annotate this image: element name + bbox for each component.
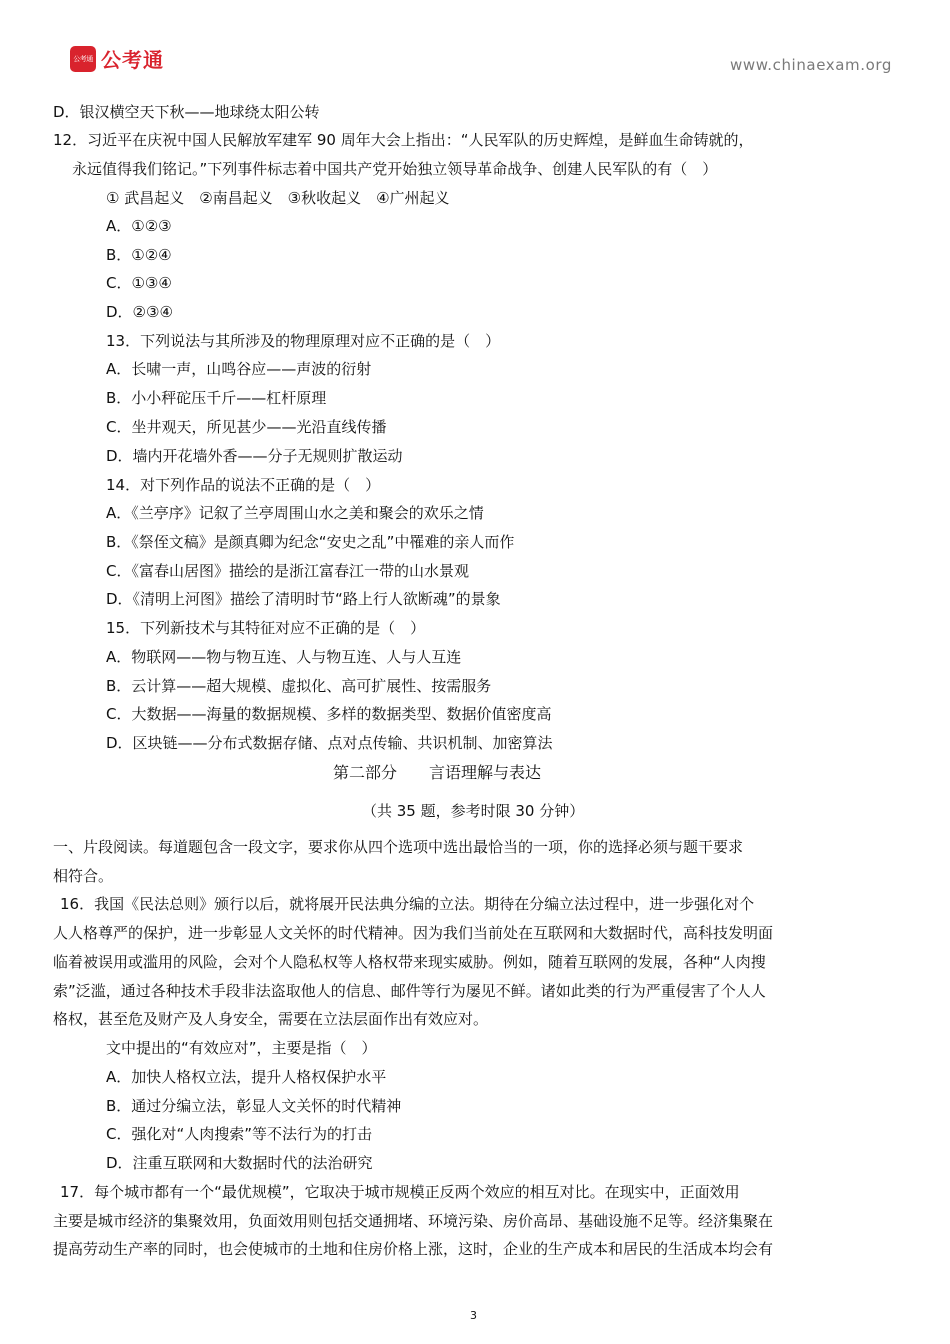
q12-option-b: B．①②④ [106,246,172,264]
q12-option-d: D．②③④ [106,303,173,321]
page-header [0,0,950,100]
q14-option-a: A．《兰亭序》记叙了兰亭周围山水之美和聚会的欢乐之情 [106,504,484,522]
q16-option-a: A．加快人格权立法，提升人格权保护水平 [106,1068,387,1086]
q17-passage-line-3: 提高劳动生产率的同时，也会使城市的土地和住房价格上涨，这时，企业的生产成本和居民的生活成本均会有 [53,1240,774,1258]
logo [70,44,164,73]
q13-stem: 13．下列说法与其所涉及的物理原理对应不正确的是（ ） [106,332,501,350]
q14-option-c: C．《富春山居图》描绘的是浙江富春江一带的山水景观 [106,562,469,580]
q16-passage-line-2: 人人格尊严的保护，进一步彰显人文关怀的时代精神。因为我们当前处在互联网和大数据时代，高科技发明面 [53,924,774,942]
q12-items: ① 武昌起义 ②南昌起义 ③秋收起义 ④广州起义 [106,189,450,207]
q15-stem: 15．下列新技术与其特征对应不正确的是（ ） [106,619,426,637]
section-subtitle: （共 35 题，参考时限 30 分钟） [362,802,585,820]
q12-stem-line-1: 12．习近平在庆祝中国人民解放军建军 90 周年大会上指出：“人民军队的历史辉煌，是鲜血生命铸就的， [53,131,754,149]
q12-option-c: C．①③④ [106,274,172,292]
q15-option-b: B．云计算——超大规模、虚拟化、高可扩展性、按需服务 [106,677,492,695]
logo-text: 公考通 [101,48,164,72]
q14-option-d: D．《清明上河图》描绘了清明时节“路上行人欲断魂”的景象 [106,590,501,608]
q14-stem: 14．对下列作品的说法不正确的是（ ） [106,476,381,494]
q13-option-c: C．坐井观天，所见甚少——光沿直线传播 [106,418,387,436]
q16-option-b: B．通过分编立法，彰显人文关怀的时代精神 [106,1097,402,1115]
q15-option-c: C．大数据——海量的数据规模、多样的数据类型、数据价值密度高 [106,705,552,723]
q11-option-d: D．银汉横空天下秋——地球绕太阳公转 [53,103,320,121]
instructions-line-2: 相符合。 [53,867,114,885]
q16-option-d: D．注重互联网和大数据时代的法治研究 [106,1154,373,1172]
q15-option-d: D．区块链——分布式数据存储、点对点传输、共识机制、加密算法 [106,734,553,752]
instructions-line-1: 一、片段阅读。每道题包含一段文字，要求你从四个选项中选出最恰当的一项，你的选择必须与题干要求 [53,838,744,856]
q16-stem: 文中提出的“有效应对”，主要是指（ ） [106,1039,377,1057]
q16-passage-line-5: 格权，甚至危及财产及人身安全，需要在立法层面作出有效应对。 [53,1010,489,1028]
q14-option-b: B．《祭侄文稿》是颜真卿为纪念“安史之乱”中罹难的亲人而作 [106,533,515,551]
q16-passage-line-1: 16．我国《民法总则》颁行以后，就将展开民法典分编的立法。期待在分编立法过程中，进一步强化对个 [60,895,755,913]
q17-passage-line-1: 17．每个城市都有一个“最优规模”，它取决于城市规模正反两个效应的相互对比。在现实中，正面效用 [60,1183,740,1201]
q13-option-a: A．长啸一声，山鸣谷应——声波的衍射 [106,360,372,378]
q12-stem-line-2: 永远值得我们铭记。”下列事件标志着中国共产党开始独立领导革命战争、创建人民军队的有（ ） [72,160,718,178]
q16-option-c: C．强化对“人肉搜索”等不法行为的打击 [106,1125,373,1143]
page-number: 3 [470,1309,477,1322]
q16-passage-line-3: 临着被误用或滥用的风险，会对个人隐私权等人格权带来现实威胁。例如，随着互联网的发展，各种“人肉搜 [53,953,766,971]
q15-option-a: A．物联网——物与物互连、人与物互连、人与人互连 [106,648,462,666]
q13-option-b: B．小小秤砣压千斤——杠杆原理 [106,389,327,407]
q16-passage-line-4: 索”泛滥，通过各种技术手段非法盗取他人的信息、邮件等行为屡见不鲜。诸如此类的行为严重侵害了个人人 [53,982,766,1000]
q17-passage-line-2: 主要是城市经济的集聚效用，负面效用则包括交通拥堵、环境污染、房价高昂、基础设施不足等。经济集聚在 [53,1212,774,1230]
q12-option-a: A．①②③ [106,217,172,235]
site-url: www.chinaexam.org [730,56,893,74]
logo-badge-icon: 公考通 [70,46,96,72]
q13-option-d: D．墙内开花墙外香——分子无规则扩散运动 [106,447,403,465]
section-title: 第二部分 言语理解与表达 [333,763,542,782]
